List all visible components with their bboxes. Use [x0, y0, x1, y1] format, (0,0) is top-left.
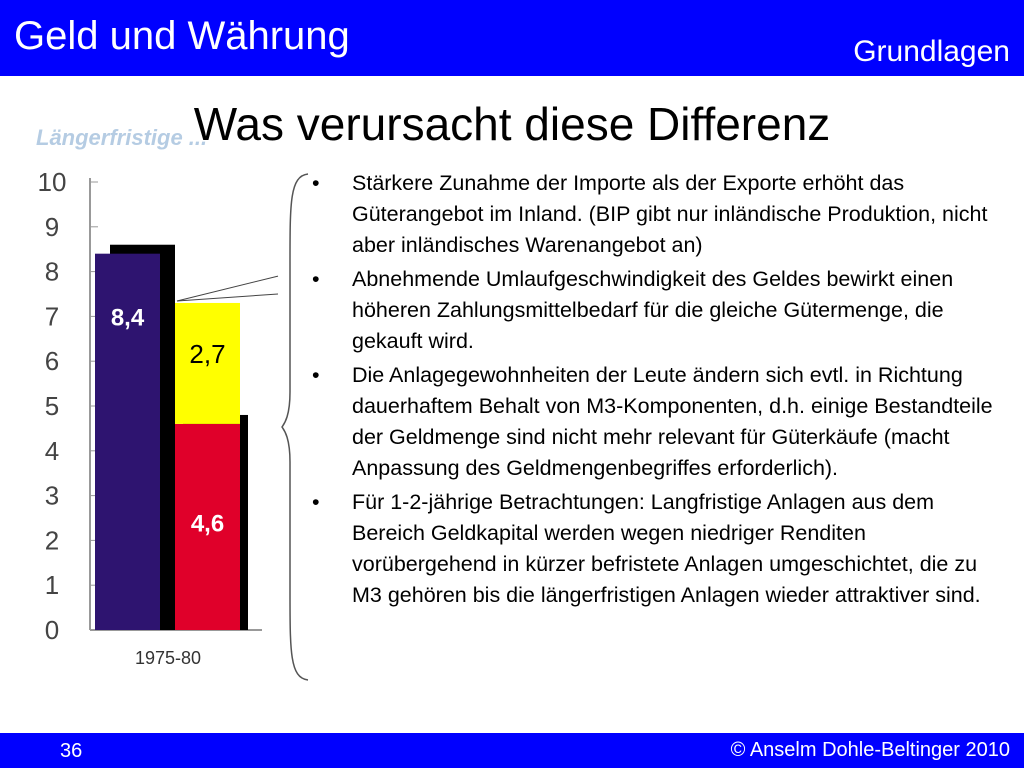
bullet-item — [312, 264, 1002, 357]
y-tick-label: 1 — [44, 570, 60, 601]
bar-value-label: 2,7 — [189, 339, 226, 370]
bullet-item — [312, 360, 1002, 484]
y-tick-label: 9 — [44, 211, 60, 242]
y-tick-label: 8 — [44, 256, 60, 287]
bullet-text: Für 1-2-jährige Betrachtungen: Langfristige Anlagen aus dem Bereich Geldkapital werden wegen niedriger Renditen vorübergehend in kürzer befristete Anlagen umgeschichtet, die zu M3 gehören bis die längerfristigen Anlagen wieder attraktiver sind. — [352, 490, 981, 607]
bar-value-label: 4,6 — [190, 510, 225, 538]
footer-bar — [0, 733, 1024, 768]
connector-lines — [177, 276, 278, 301]
bullet-marker: • — [312, 363, 320, 387]
y-tick-label: 0 — [44, 615, 60, 645]
bullet-marker: • — [312, 490, 320, 514]
y-tick-label: 2 — [44, 525, 60, 556]
header-section: Grundlagen — [853, 35, 1010, 68]
slide-title: Was verursacht diese Differenz — [193, 98, 831, 150]
x-category-label: 1975-80 — [134, 648, 202, 668]
page-number: 36 — [60, 740, 83, 762]
y-tick-label: 6 — [44, 346, 60, 377]
y-tick-label: 3 — [44, 480, 60, 511]
bullet-marker: • — [312, 267, 320, 291]
bullet-item — [312, 168, 1002, 261]
bullet-text: Stärkere Zunahme der Importe als der Exporte erhöht das Güterangebot im Inland. (BIP gibt nur inländische Produktion, nicht aber inländisches Warenangebot an) — [352, 171, 988, 257]
bar-value-label: 8,4 — [110, 304, 145, 332]
y-tick-label: 4 — [44, 435, 60, 466]
header-bar — [0, 0, 1024, 76]
bullet-marker: • — [312, 171, 320, 195]
copyright-text: © Anselm Dohle-Beltinger 2010 — [730, 739, 1010, 761]
curly-brace — [280, 172, 312, 682]
bar-chart — [30, 115, 305, 675]
y-tick-label: 5 — [44, 391, 60, 421]
header-title: Geld und Währung — [14, 14, 350, 58]
y-tick-label: 10 — [37, 167, 67, 197]
bars-group — [95, 245, 248, 630]
bullet-item — [312, 487, 1002, 611]
chart-title: Längerfristige ... — [36, 125, 208, 150]
y-tick-label: 7 — [44, 301, 60, 332]
bullet-text: Die Anlagegewohnheiten der Leute ändern sich evtl. in Richtung dauerhaftem Behalt von M3-Komponenten, d.h. einige Bestandteile der Geldmenge sind nicht mehr relevant für Güterkäufe (macht Anpassung des Geldmengenbegriffes erforderlich). — [352, 363, 993, 480]
bullet-text: Abnehmende Umlaufgeschwindigkeit des Geldes bewirkt einen höheren Zahlungsmittelbedarf für die gleiche Gütermenge, die gekauft wird. — [352, 267, 954, 353]
bullet-list — [312, 168, 1002, 614]
